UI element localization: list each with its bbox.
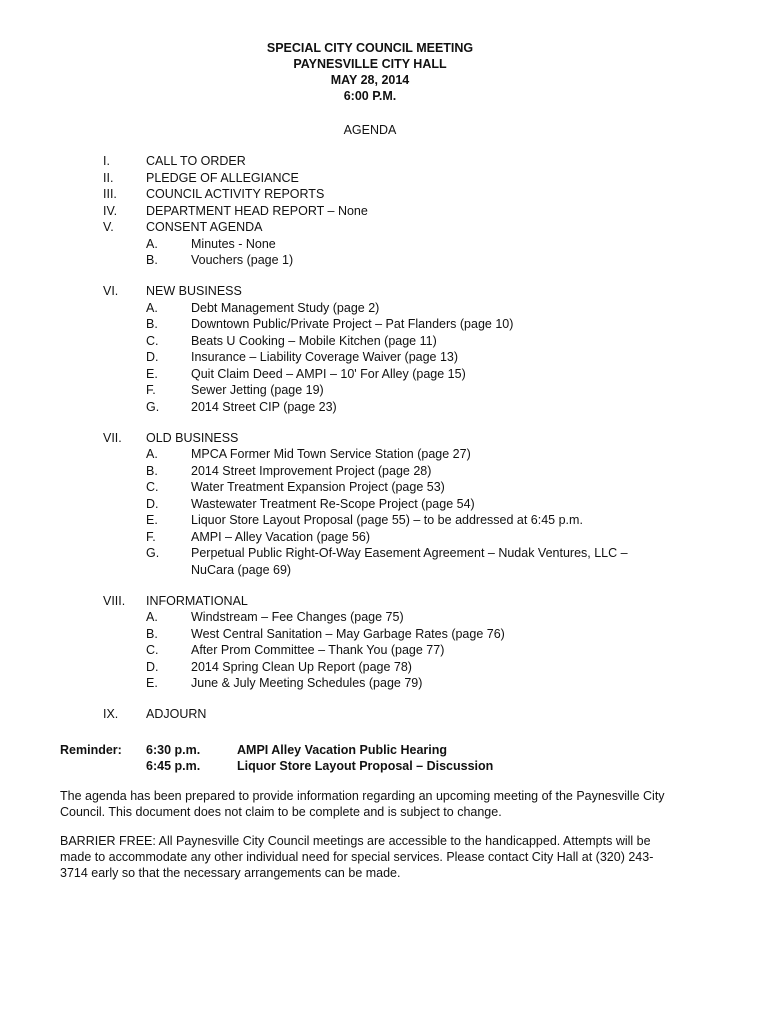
item-text: Vouchers (page 1) [191, 253, 294, 267]
item-letter: E. [146, 513, 158, 527]
barrier-free-paragraph: BARRIER FREE: All Paynesville City Council meetings are accessible to the handicapped. Attempts will be made to accommodate any other individual need for special services. Please contact City Hall at (320) 243-3714 early so that the necessary arrangements can be made. [60, 834, 654, 880]
item-letter: A. [146, 236, 158, 251]
section-numeral: IX. [103, 707, 119, 721]
reminder-entry [60, 758, 740, 774]
reminder-block [60, 742, 740, 774]
section-title: INFORMATIONAL [146, 593, 248, 608]
section-numeral: IV. [103, 203, 118, 218]
item-text: Sewer Jetting (page 19) [191, 383, 324, 397]
reminder-text: Liquor Store Layout Proposal – Discussion [237, 759, 494, 773]
item-text: June & July Meeting Schedules (page 79) [191, 676, 423, 690]
item-letter: A. [146, 447, 158, 461]
section-title: PLEDGE OF ALLEGIANCE [146, 170, 299, 185]
item-letter: F. [146, 383, 156, 397]
item-text: Minutes - None [191, 236, 276, 251]
item-letter: G. [146, 546, 160, 560]
reminder-text: AMPI Alley Vacation Public Hearing [237, 743, 448, 757]
item-text: MPCA Former Mid Town Service Station (page 27) [191, 447, 471, 461]
section-numeral: VII. [103, 430, 122, 445]
item-letter: E. [146, 676, 158, 690]
agenda-section [0, 283, 770, 300]
section-numeral: V. [103, 220, 114, 234]
item-letter: E. [146, 366, 158, 381]
agenda-section [0, 170, 770, 187]
item-letter: D. [146, 350, 159, 364]
agenda-item [0, 675, 770, 692]
section-numeral: I. [103, 154, 110, 168]
item-letter: B. [146, 626, 158, 641]
item-letter: B. [146, 463, 158, 478]
section-title: DEPARTMENT HEAD REPORT – None [146, 203, 368, 218]
agenda-item [0, 446, 770, 463]
agenda-item [0, 236, 770, 253]
item-letter: A. [146, 300, 158, 315]
item-text: 2014 Street CIP (page 23) [191, 399, 337, 414]
agenda-title: AGENDA [343, 123, 397, 137]
agenda-item [0, 463, 770, 480]
agenda-item [0, 642, 770, 659]
section-title: CALL TO ORDER [146, 154, 246, 168]
agenda-section [0, 593, 770, 610]
section-title: CONSENT AGENDA [146, 220, 263, 234]
agenda-sections [0, 153, 770, 723]
section-numeral: VI. [103, 284, 119, 298]
section-numeral: II. [103, 170, 114, 185]
agenda-section [0, 219, 770, 236]
item-letter: D. [146, 496, 159, 511]
item-text: Liquor Store Layout Proposal (page 55) – to be addressed at 6:45 p.m. [191, 513, 583, 527]
reminder-time: 6:45 p.m. [146, 759, 201, 773]
section-title: NEW BUSINESS [146, 284, 242, 298]
agenda-item [0, 333, 770, 350]
agenda-item [0, 479, 770, 496]
item-letter: C. [146, 333, 159, 348]
item-text: Perpetual Public Right-Of-Way Easement Agreement – Nudak Ventures, LLC – NuCara (page 69) [191, 546, 628, 577]
item-text: After Prom Committee – Thank You (page 77) [191, 643, 445, 657]
agenda-section [0, 186, 770, 203]
meeting-title: SPECIAL CITY COUNCIL MEETING [266, 41, 474, 55]
item-text: AMPI – Alley Vacation (page 56) [191, 529, 371, 544]
agenda-item [0, 300, 770, 317]
meeting-time: 6:00 P.M. [343, 89, 397, 103]
agenda-item [0, 316, 770, 333]
item-letter: B. [146, 253, 158, 267]
agenda-section [0, 153, 770, 170]
section-numeral: III. [103, 187, 117, 201]
section-title: ADJOURN [146, 707, 207, 721]
meeting-header [0, 40, 740, 104]
agenda-item [0, 382, 770, 399]
item-letter: B. [146, 317, 158, 331]
agenda-item [0, 659, 770, 676]
item-text: 2014 Spring Clean Up Report (page 78) [191, 659, 412, 674]
agenda-item [0, 366, 770, 383]
item-letter: D. [146, 659, 159, 674]
item-text: Quit Claim Deed – AMPI – 10' For Alley (page 15) [191, 366, 466, 381]
section-title: COUNCIL ACTIVITY REPORTS [146, 187, 325, 201]
agenda-section [0, 706, 770, 723]
item-text: 2014 Street Improvement Project (page 28) [191, 463, 432, 478]
reminder-label: Reminder: [60, 743, 122, 757]
item-text: Debt Management Study (page 2) [191, 300, 380, 315]
meeting-date: MAY 28, 2014 [330, 73, 410, 87]
agenda-item [0, 349, 770, 366]
section-numeral: VIII. [103, 593, 126, 608]
disclaimer-paragraph: The agenda has been prepared to provide information regarding an upcoming meeting of the Paynesville City Council. This document does not claim to be complete and is subject to change. [60, 789, 665, 819]
reminder-entry [60, 742, 740, 758]
item-letter: C. [146, 643, 159, 657]
item-text: Wastewater Treatment Re-Scope Project (page 54) [191, 496, 475, 511]
agenda-item [0, 252, 770, 269]
agenda-section [0, 430, 770, 447]
item-text: Water Treatment Expansion Project (page 53) [191, 480, 445, 494]
item-text: West Central Sanitation – May Garbage Rates (page 76) [191, 626, 505, 641]
reminder-time: 6:30 p.m. [146, 743, 201, 757]
item-letter: A. [146, 610, 158, 624]
agenda-item [0, 545, 770, 578]
agenda-item [0, 512, 770, 529]
agenda-item [0, 529, 770, 546]
agenda-section [0, 203, 770, 220]
agenda-item [0, 399, 770, 416]
item-letter: C. [146, 480, 159, 494]
item-text: Windstream – Fee Changes (page 75) [191, 610, 404, 624]
item-letter: G. [146, 399, 160, 414]
meeting-location: PAYNESVILLE CITY HALL [293, 57, 447, 71]
item-letter: F. [146, 529, 156, 544]
item-text: Insurance – Liability Coverage Waiver (page 13) [191, 350, 459, 364]
agenda-item [0, 626, 770, 643]
section-title: OLD BUSINESS [146, 430, 239, 445]
item-text: Downtown Public/Private Project – Pat Flanders (page 10) [191, 317, 514, 331]
agenda-item [0, 496, 770, 513]
agenda-item [0, 609, 770, 626]
item-text: Beats U Cooking – Mobile Kitchen (page 11) [191, 333, 437, 348]
